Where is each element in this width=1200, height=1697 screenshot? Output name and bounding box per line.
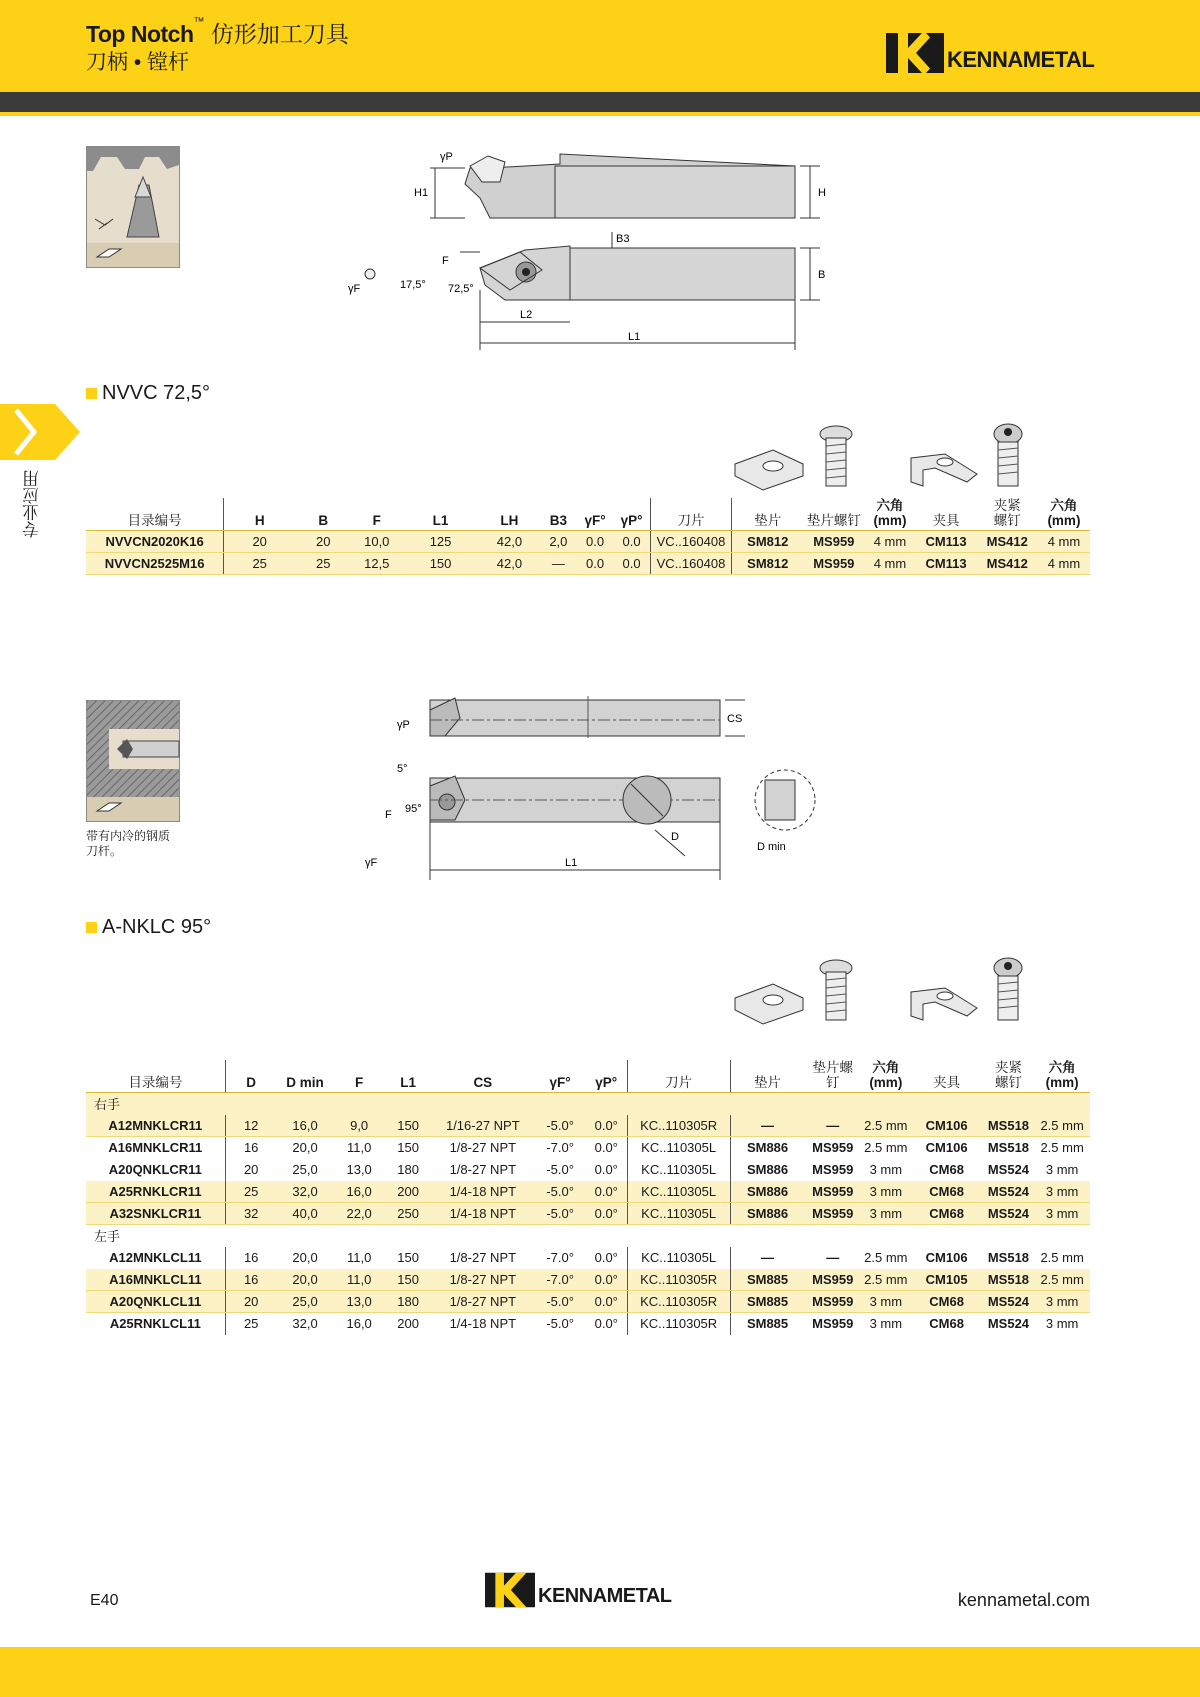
table-cell: -7.0°: [534, 1269, 586, 1291]
table-cell: 11,0: [333, 1269, 385, 1291]
kennametal-k-icon: [485, 1572, 535, 1608]
table-cell: MS412: [977, 553, 1038, 575]
col-gp: γP°: [613, 498, 650, 531]
table-cell: 0.0°: [586, 1115, 627, 1137]
table-cell: VC..160408: [650, 531, 732, 553]
table-cell: MS959: [803, 531, 864, 553]
svg-text:B3: B3: [616, 233, 630, 245]
section-title-nvvc: NVVC 72,5°: [86, 382, 210, 405]
table-cell: KC..110305R: [627, 1291, 730, 1313]
table-cell: 250: [385, 1203, 431, 1225]
table-cell: 1/8-27 NPT: [449, 1250, 517, 1265]
col-shim-screw: 垫片螺 钉: [804, 1060, 861, 1093]
header-yellow-line: [0, 112, 1200, 116]
svg-text:L1: L1: [565, 857, 578, 869]
svg-text:γF: γF: [365, 857, 378, 869]
table-cell: SM886: [730, 1203, 804, 1225]
table-cell: CM106: [925, 1140, 968, 1156]
table-cell: 0.0°: [594, 1140, 618, 1156]
table-cell: KC..110305L: [627, 1181, 730, 1203]
table-cell: 150: [385, 1115, 431, 1137]
svg-text:γF: γF: [348, 283, 361, 295]
svg-text:5°: 5°: [397, 763, 408, 775]
table-cell: 2.5 mm: [864, 1250, 908, 1265]
table-cell: 25: [225, 1181, 277, 1203]
col-gf: γF°: [577, 498, 614, 531]
col-catalog: 目录编号: [86, 498, 224, 531]
table-cell: MS959: [804, 1181, 861, 1203]
table-cell: KC..110305L: [627, 1137, 730, 1159]
catalog-number: A12MNKLCL11: [109, 1250, 202, 1265]
table-cell: CM105: [911, 1269, 983, 1291]
group-label: 右手: [86, 1093, 1090, 1115]
catalog-number: A20QNKLCR11: [108, 1162, 202, 1177]
table-cell: MS959: [804, 1203, 861, 1225]
table-cell: CM68: [911, 1203, 983, 1225]
page-number: E40: [90, 1592, 119, 1609]
col-l1: L1: [385, 1060, 431, 1093]
table-cell: 42,0: [479, 531, 540, 553]
anklc-boring-bar-drawing: [355, 690, 825, 880]
table-cell: SM885: [730, 1313, 804, 1335]
table-cell: 4 mm: [1038, 553, 1090, 575]
col-b: B: [295, 498, 351, 531]
table-cell: 0.0°: [594, 1316, 618, 1332]
svg-text:L1: L1: [628, 331, 641, 343]
table-cell: 16,0: [333, 1181, 385, 1203]
col-hex1: 六角 (mm): [861, 1060, 910, 1093]
anklc-caption: 带有内冷的钢质 刀杆。: [86, 829, 171, 858]
table-cell: 16,0: [277, 1115, 334, 1137]
table-cell: SM885: [730, 1291, 804, 1313]
svg-text:γP: γP: [440, 151, 453, 163]
col-shim: 垫片: [732, 498, 803, 531]
col-hex2: 六角 (mm): [1038, 498, 1090, 531]
table-cell: 200: [397, 1316, 419, 1332]
catalog-number: NVVCN2525M16: [86, 553, 224, 575]
table-cell: 13,0: [346, 1162, 372, 1177]
svg-text:L2: L2: [520, 309, 533, 321]
table-cell: 1/8-27 NPT: [449, 1140, 517, 1156]
table-cell: —: [804, 1115, 861, 1137]
table-cell: 16: [225, 1269, 277, 1291]
table-cell: 180: [397, 1162, 419, 1177]
table-row: [86, 1137, 1090, 1159]
table-cell: 11,0: [346, 1250, 372, 1265]
table-cell: 2.5 mm: [861, 1269, 910, 1291]
table-cell: 3 mm: [861, 1181, 910, 1203]
col-shim-screw: 垫片螺钉: [803, 498, 864, 531]
table-row: [86, 1313, 1090, 1335]
table-cell: 12: [225, 1115, 277, 1137]
table-cell: 4 mm: [1038, 531, 1090, 553]
table-cell: 25: [295, 553, 351, 575]
table-cell: 2.5 mm: [864, 1140, 908, 1156]
table-cell: 25: [224, 553, 295, 575]
col-clamp-screw: 夹紧 螺钉: [977, 498, 1038, 531]
table-cell: MS524: [983, 1203, 1035, 1225]
col-gp: γP°: [586, 1060, 627, 1093]
table-cell: 0.0: [613, 553, 650, 575]
table-cell: VC..160408: [650, 553, 732, 575]
table-cell: 0.0: [577, 553, 614, 575]
table-cell: 1/16-27 NPT: [431, 1115, 534, 1137]
col-clamp-screw: 夹紧 螺钉: [983, 1060, 1035, 1093]
kennametal-logo-header: KENNAMETAL: [886, 33, 1094, 73]
table-cell: 20,0: [277, 1269, 334, 1291]
table-cell: —: [730, 1115, 804, 1137]
table-cell: MS959: [812, 1162, 854, 1177]
col-hex2: 六角 (mm): [1034, 1060, 1090, 1093]
table-cell: SM886: [730, 1159, 804, 1181]
anklc-spec-table: [86, 1060, 1090, 1335]
table-cell: MS524: [987, 1162, 1030, 1177]
table-cell: 1/8-27 NPT: [431, 1291, 534, 1313]
table-cell: 0.0°: [594, 1250, 618, 1265]
svg-text:17,5°: 17,5°: [400, 279, 426, 291]
table-cell: 1/4-18 NPT: [431, 1181, 534, 1203]
table-cell: MS959: [804, 1269, 861, 1291]
catalog-number: A25RNKLCL11: [109, 1316, 201, 1332]
table-cell: 20: [225, 1159, 277, 1181]
table-cell: 20: [225, 1291, 277, 1313]
table-cell: —: [540, 553, 577, 575]
table-cell: 10,0: [351, 531, 402, 553]
table-cell: 16: [225, 1137, 277, 1159]
table-cell: 42,0: [479, 553, 540, 575]
catalog-number: A12MNKLCR11: [86, 1115, 225, 1137]
catalog-number: A32SNKLCR11: [86, 1203, 225, 1225]
side-chevron-tab: [0, 404, 80, 460]
table-cell: 25,0: [277, 1291, 334, 1313]
page-subtitle: 刀柄 • 镗杆: [86, 51, 190, 74]
svg-text:95°: 95°: [405, 803, 422, 815]
table-cell: 11,0: [346, 1140, 372, 1156]
table-cell: 2.5 mm: [1040, 1250, 1084, 1265]
table-cell: 40,0: [277, 1203, 334, 1225]
col-insert: 刀片: [650, 498, 732, 531]
table-row: [86, 1181, 1090, 1203]
table-cell: MS518: [983, 1115, 1035, 1137]
col-h: H: [224, 498, 295, 531]
col-catalog: 目录编号: [86, 1060, 225, 1093]
table-cell: 20: [224, 531, 295, 553]
clamp-and-screw-icons: [905, 424, 1035, 492]
table-cell: SM885: [730, 1269, 804, 1291]
svg-text:D min: D min: [757, 841, 786, 853]
table-cell: 16,0: [346, 1316, 372, 1332]
table-cell: CM106: [925, 1250, 968, 1265]
table-cell: MS524: [983, 1291, 1035, 1313]
col-f: F: [351, 498, 402, 531]
table-cell: 2.5 mm: [861, 1115, 910, 1137]
table-cell: CM113: [915, 531, 976, 553]
table-cell: 3 mm: [1045, 1162, 1079, 1177]
group-row: [86, 1093, 1090, 1115]
table-cell: 25,0: [292, 1162, 318, 1177]
table-row: [86, 1291, 1090, 1313]
shim-and-screw-icons: [733, 424, 863, 492]
table-cell: KC..110305R: [627, 1115, 730, 1137]
table-cell: 20,0: [292, 1140, 318, 1156]
table-cell: MS959: [804, 1291, 861, 1313]
table-cell: 0.0°: [586, 1203, 627, 1225]
table-cell: 3 mm: [1034, 1181, 1090, 1203]
table-cell: -5.0°: [534, 1203, 586, 1225]
table-cell: 1/8-27 NPT: [449, 1162, 517, 1177]
svg-text:H: H: [818, 187, 826, 199]
group-label: 左手: [94, 1229, 121, 1245]
table-cell: 2.5 mm: [1040, 1140, 1084, 1156]
kennametal-logo-footer: KENNAMETAL: [485, 1572, 672, 1608]
table-cell: 200: [385, 1181, 431, 1203]
kennametal-k-icon: [886, 33, 944, 73]
table-cell: MS518: [983, 1269, 1035, 1291]
col-gf: γF°: [534, 1060, 586, 1093]
table-cell: MS524: [983, 1181, 1035, 1203]
catalog-number: A16MNKLCL11: [86, 1269, 225, 1291]
table-cell: 150: [397, 1250, 419, 1265]
table-cell: 3 mm: [861, 1291, 910, 1313]
svg-text:H1: H1: [414, 187, 429, 199]
table-cell: —: [826, 1250, 840, 1265]
col-dmin: D min: [277, 1060, 334, 1093]
table-cell: SM812: [732, 553, 803, 575]
col-l1: L1: [402, 498, 479, 531]
col-clamp: 夹具: [915, 498, 976, 531]
table-cell: 9,0: [333, 1115, 385, 1137]
table-cell: 150: [397, 1140, 419, 1156]
table-cell: -7.0°: [546, 1250, 574, 1265]
table-cell: CM68: [929, 1316, 964, 1332]
col-lh: LH: [479, 498, 540, 531]
table-cell: SM886: [730, 1181, 804, 1203]
table-cell: 25: [225, 1313, 277, 1335]
table-cell: SM812: [732, 531, 803, 553]
catalog-number: A20QNKLCL11: [86, 1291, 225, 1313]
table-cell: 2.5 mm: [1034, 1269, 1090, 1291]
footer-band: [0, 1647, 1200, 1697]
table-cell: 3 mm: [1034, 1203, 1090, 1225]
table-cell: 3 mm: [869, 1316, 903, 1332]
table-cell: 150: [385, 1269, 431, 1291]
table-cell: 1/8-27 NPT: [431, 1269, 534, 1291]
table-cell: MS959: [803, 553, 864, 575]
table-cell: MS524: [987, 1316, 1030, 1332]
table-cell: 2,0: [540, 531, 577, 553]
table-cell: 0.0°: [586, 1291, 627, 1313]
table-cell: SM886: [730, 1137, 804, 1159]
side-section-label: 专业应用: [23, 470, 42, 538]
table-cell: MS518: [987, 1140, 1030, 1156]
table-row: [86, 1203, 1090, 1225]
table-cell: 22,0: [333, 1203, 385, 1225]
table-cell: 20: [295, 531, 351, 553]
table-cell: -5.0°: [534, 1181, 586, 1203]
anklc-application-thumbnail: [86, 700, 180, 822]
header-dark-stripe: [0, 92, 1200, 112]
table-cell: 4 mm: [864, 553, 915, 575]
table-cell: -7.0°: [546, 1140, 574, 1156]
svg-text:F: F: [442, 255, 449, 267]
col-d: D: [225, 1060, 277, 1093]
table-cell: —: [730, 1247, 804, 1269]
table-cell: 125: [402, 531, 479, 553]
table-cell: 32,0: [277, 1181, 334, 1203]
table-cell: 0.0°: [594, 1162, 618, 1177]
table-cell: 150: [402, 553, 479, 575]
table-cell: 3 mm: [1045, 1316, 1079, 1332]
svg-text:B: B: [818, 269, 826, 281]
table-cell: 180: [385, 1291, 431, 1313]
col-hex1: 六角 (mm): [864, 498, 915, 531]
table-cell: 12,5: [351, 553, 402, 575]
table-cell: 0.0: [577, 531, 614, 553]
table-cell: 1/4-18 NPT: [449, 1316, 517, 1332]
table-cell: 13,0: [333, 1291, 385, 1313]
table-cell: -5.0°: [546, 1316, 574, 1332]
table-cell: 0.0°: [586, 1181, 627, 1203]
table-row: [86, 553, 1090, 575]
page-title: Top Notch™ 仿形加工刀具: [86, 16, 349, 47]
table-cell: 32: [225, 1203, 277, 1225]
col-shim: 垫片: [730, 1060, 804, 1093]
table-cell: -5.0°: [546, 1162, 574, 1177]
group-row: [86, 1225, 1090, 1247]
table-cell: CM106: [911, 1115, 983, 1137]
table-cell: 32,0: [292, 1316, 318, 1332]
table-cell: KC..110305L: [627, 1203, 730, 1225]
table-row: [86, 1115, 1090, 1137]
shim-and-screw-icons-2: [733, 958, 863, 1026]
table-cell: 4 mm: [864, 531, 915, 553]
nvvc-toolholder-drawing: [330, 140, 826, 350]
catalog-number: A16MNKLCR11: [108, 1140, 203, 1156]
table-cell: 3 mm: [861, 1203, 910, 1225]
table-cell: MS959: [812, 1140, 854, 1156]
table-cell: CM68: [911, 1181, 983, 1203]
col-b3: B3: [540, 498, 577, 531]
table-cell: KC..110305R: [627, 1313, 730, 1335]
clamp-and-screw-icons-2: [905, 958, 1035, 1026]
col-f: F: [333, 1060, 385, 1093]
nvvc-spec-table: [86, 498, 1090, 575]
nvvc-application-thumbnail: [86, 146, 180, 268]
table-cell: -5.0°: [534, 1115, 586, 1137]
catalog-number: A25RNKLCR11: [86, 1181, 225, 1203]
table-cell: KC..110305L: [627, 1247, 730, 1269]
table-cell: CM68: [929, 1162, 964, 1177]
table-row: [86, 1269, 1090, 1291]
table-row: [86, 531, 1090, 553]
svg-text:CS: CS: [727, 713, 743, 725]
section-title-anklc: A-NKLC 95°: [86, 916, 211, 939]
table-cell: CM113: [915, 553, 976, 575]
table-cell: 1/4-18 NPT: [431, 1203, 534, 1225]
col-insert: 刀片: [627, 1060, 730, 1093]
table-cell: 20,0: [292, 1250, 318, 1265]
table-row: [86, 1247, 1090, 1269]
svg-text:γP: γP: [397, 719, 410, 731]
table-cell: 0.0: [613, 531, 650, 553]
website-link[interactable]: kennametal.com: [957, 1590, 1090, 1610]
table-cell: CM68: [911, 1291, 983, 1313]
table-cell: 3 mm: [1034, 1291, 1090, 1313]
table-cell: MS518: [987, 1250, 1030, 1265]
table-row: [86, 1159, 1090, 1181]
table-cell: 16: [225, 1247, 277, 1269]
table-cell: KC..110305R: [627, 1269, 730, 1291]
catalog-number: NVVCN2020K16: [86, 531, 224, 553]
svg-text:F: F: [385, 809, 392, 821]
col-cs: CS: [431, 1060, 534, 1093]
table-cell: MS412: [977, 531, 1038, 553]
svg-text:D: D: [671, 831, 679, 843]
table-cell: 3 mm: [869, 1162, 903, 1177]
table-cell: KC..110305L: [627, 1159, 730, 1181]
table-cell: 2.5 mm: [1034, 1115, 1090, 1137]
table-cell: -5.0°: [534, 1291, 586, 1313]
col-clamp: 夹具: [911, 1060, 983, 1093]
table-cell: MS959: [812, 1316, 854, 1332]
svg-text:72,5°: 72,5°: [448, 283, 474, 295]
table-cell: 0.0°: [586, 1269, 627, 1291]
